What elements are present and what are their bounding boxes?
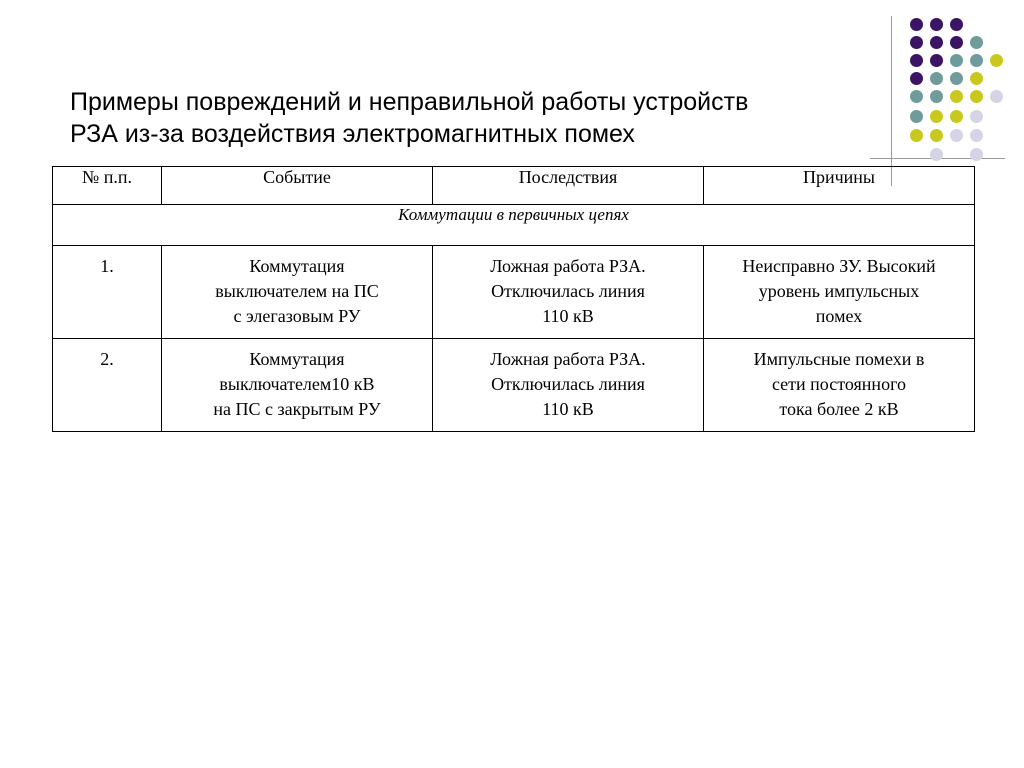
table-row — [53, 339, 975, 432]
table-row — [53, 246, 975, 339]
dot — [910, 72, 923, 85]
dot — [930, 90, 943, 103]
cause-text: Импульсные помехи в — [753, 349, 925, 369]
dot — [970, 54, 983, 67]
event-text: Коммутация — [249, 349, 345, 369]
event-text: выключателем10 кВ — [219, 374, 375, 394]
dot — [950, 90, 963, 103]
dot — [950, 18, 963, 31]
row-number-cell — [53, 246, 162, 339]
consequence-cell — [433, 339, 704, 432]
cause-cell — [704, 246, 975, 339]
row-number: 2. — [100, 349, 114, 369]
header-number: № п.п. — [53, 167, 162, 205]
dot — [930, 36, 943, 49]
title-line: РЗА из-за воздействия электромагнитных помех — [70, 120, 635, 148]
event-text: с элегазовым РУ — [233, 306, 361, 326]
dot — [970, 72, 983, 85]
event-text: выключателем на ПС — [215, 281, 379, 301]
dot — [910, 129, 923, 142]
consequence-text: Ложная работа РЗА. — [490, 256, 646, 276]
event-text: Коммутация — [249, 256, 345, 276]
header-consequences: Последствия — [433, 167, 704, 205]
consequence-text: 110 кВ — [542, 306, 594, 326]
cause-text: сети постоянного — [771, 374, 907, 394]
consequence-text: Ложная работа РЗА. — [490, 349, 646, 369]
dot — [990, 90, 1003, 103]
event-cell — [162, 246, 433, 339]
dot — [970, 90, 983, 103]
dot — [910, 18, 923, 31]
dot — [930, 54, 943, 67]
dot — [910, 54, 923, 67]
table-section-row — [53, 205, 975, 246]
dot — [950, 54, 963, 67]
dot — [950, 110, 963, 123]
dot — [950, 36, 963, 49]
consequence-text: 110 кВ — [542, 399, 594, 419]
dot — [930, 72, 943, 85]
incidents-table — [52, 166, 975, 432]
cause-text: Неисправно ЗУ. Высокий — [742, 256, 936, 276]
dot — [910, 110, 923, 123]
dot — [950, 72, 963, 85]
cause-text: помех — [815, 306, 863, 326]
dot — [970, 129, 983, 142]
event-text: на ПС с закрытым РУ — [213, 399, 381, 419]
dot — [970, 110, 983, 123]
row-number: 1. — [100, 256, 114, 276]
dot — [990, 54, 1003, 67]
section-title: Коммутации в первичных цепях — [53, 205, 975, 246]
row-number-cell — [53, 339, 162, 432]
dot — [950, 129, 963, 142]
slide-title — [70, 86, 870, 150]
consequence-cell — [433, 246, 704, 339]
consequence-text: Отключилась линия — [491, 374, 645, 394]
cause-text: уровень импульсных — [758, 281, 920, 301]
consequence-text: Отключилась линия — [491, 281, 645, 301]
dot — [910, 90, 923, 103]
dot — [970, 36, 983, 49]
header-causes: Причины — [704, 167, 975, 205]
header-event: Событие — [162, 167, 433, 205]
dot — [930, 110, 943, 123]
dot — [930, 129, 943, 142]
title-line: Примеры повреждений и неправильной работы устройств — [70, 88, 749, 116]
event-cell — [162, 339, 433, 432]
dot — [910, 36, 923, 49]
decorative-dot-grid — [906, 14, 1016, 164]
decorative-vertical-line — [891, 16, 892, 186]
table-header-row — [53, 167, 975, 205]
dot — [970, 148, 983, 161]
dot — [930, 148, 943, 161]
dot — [930, 18, 943, 31]
cause-cell — [704, 339, 975, 432]
cause-text: тока более 2 кВ — [779, 399, 899, 419]
